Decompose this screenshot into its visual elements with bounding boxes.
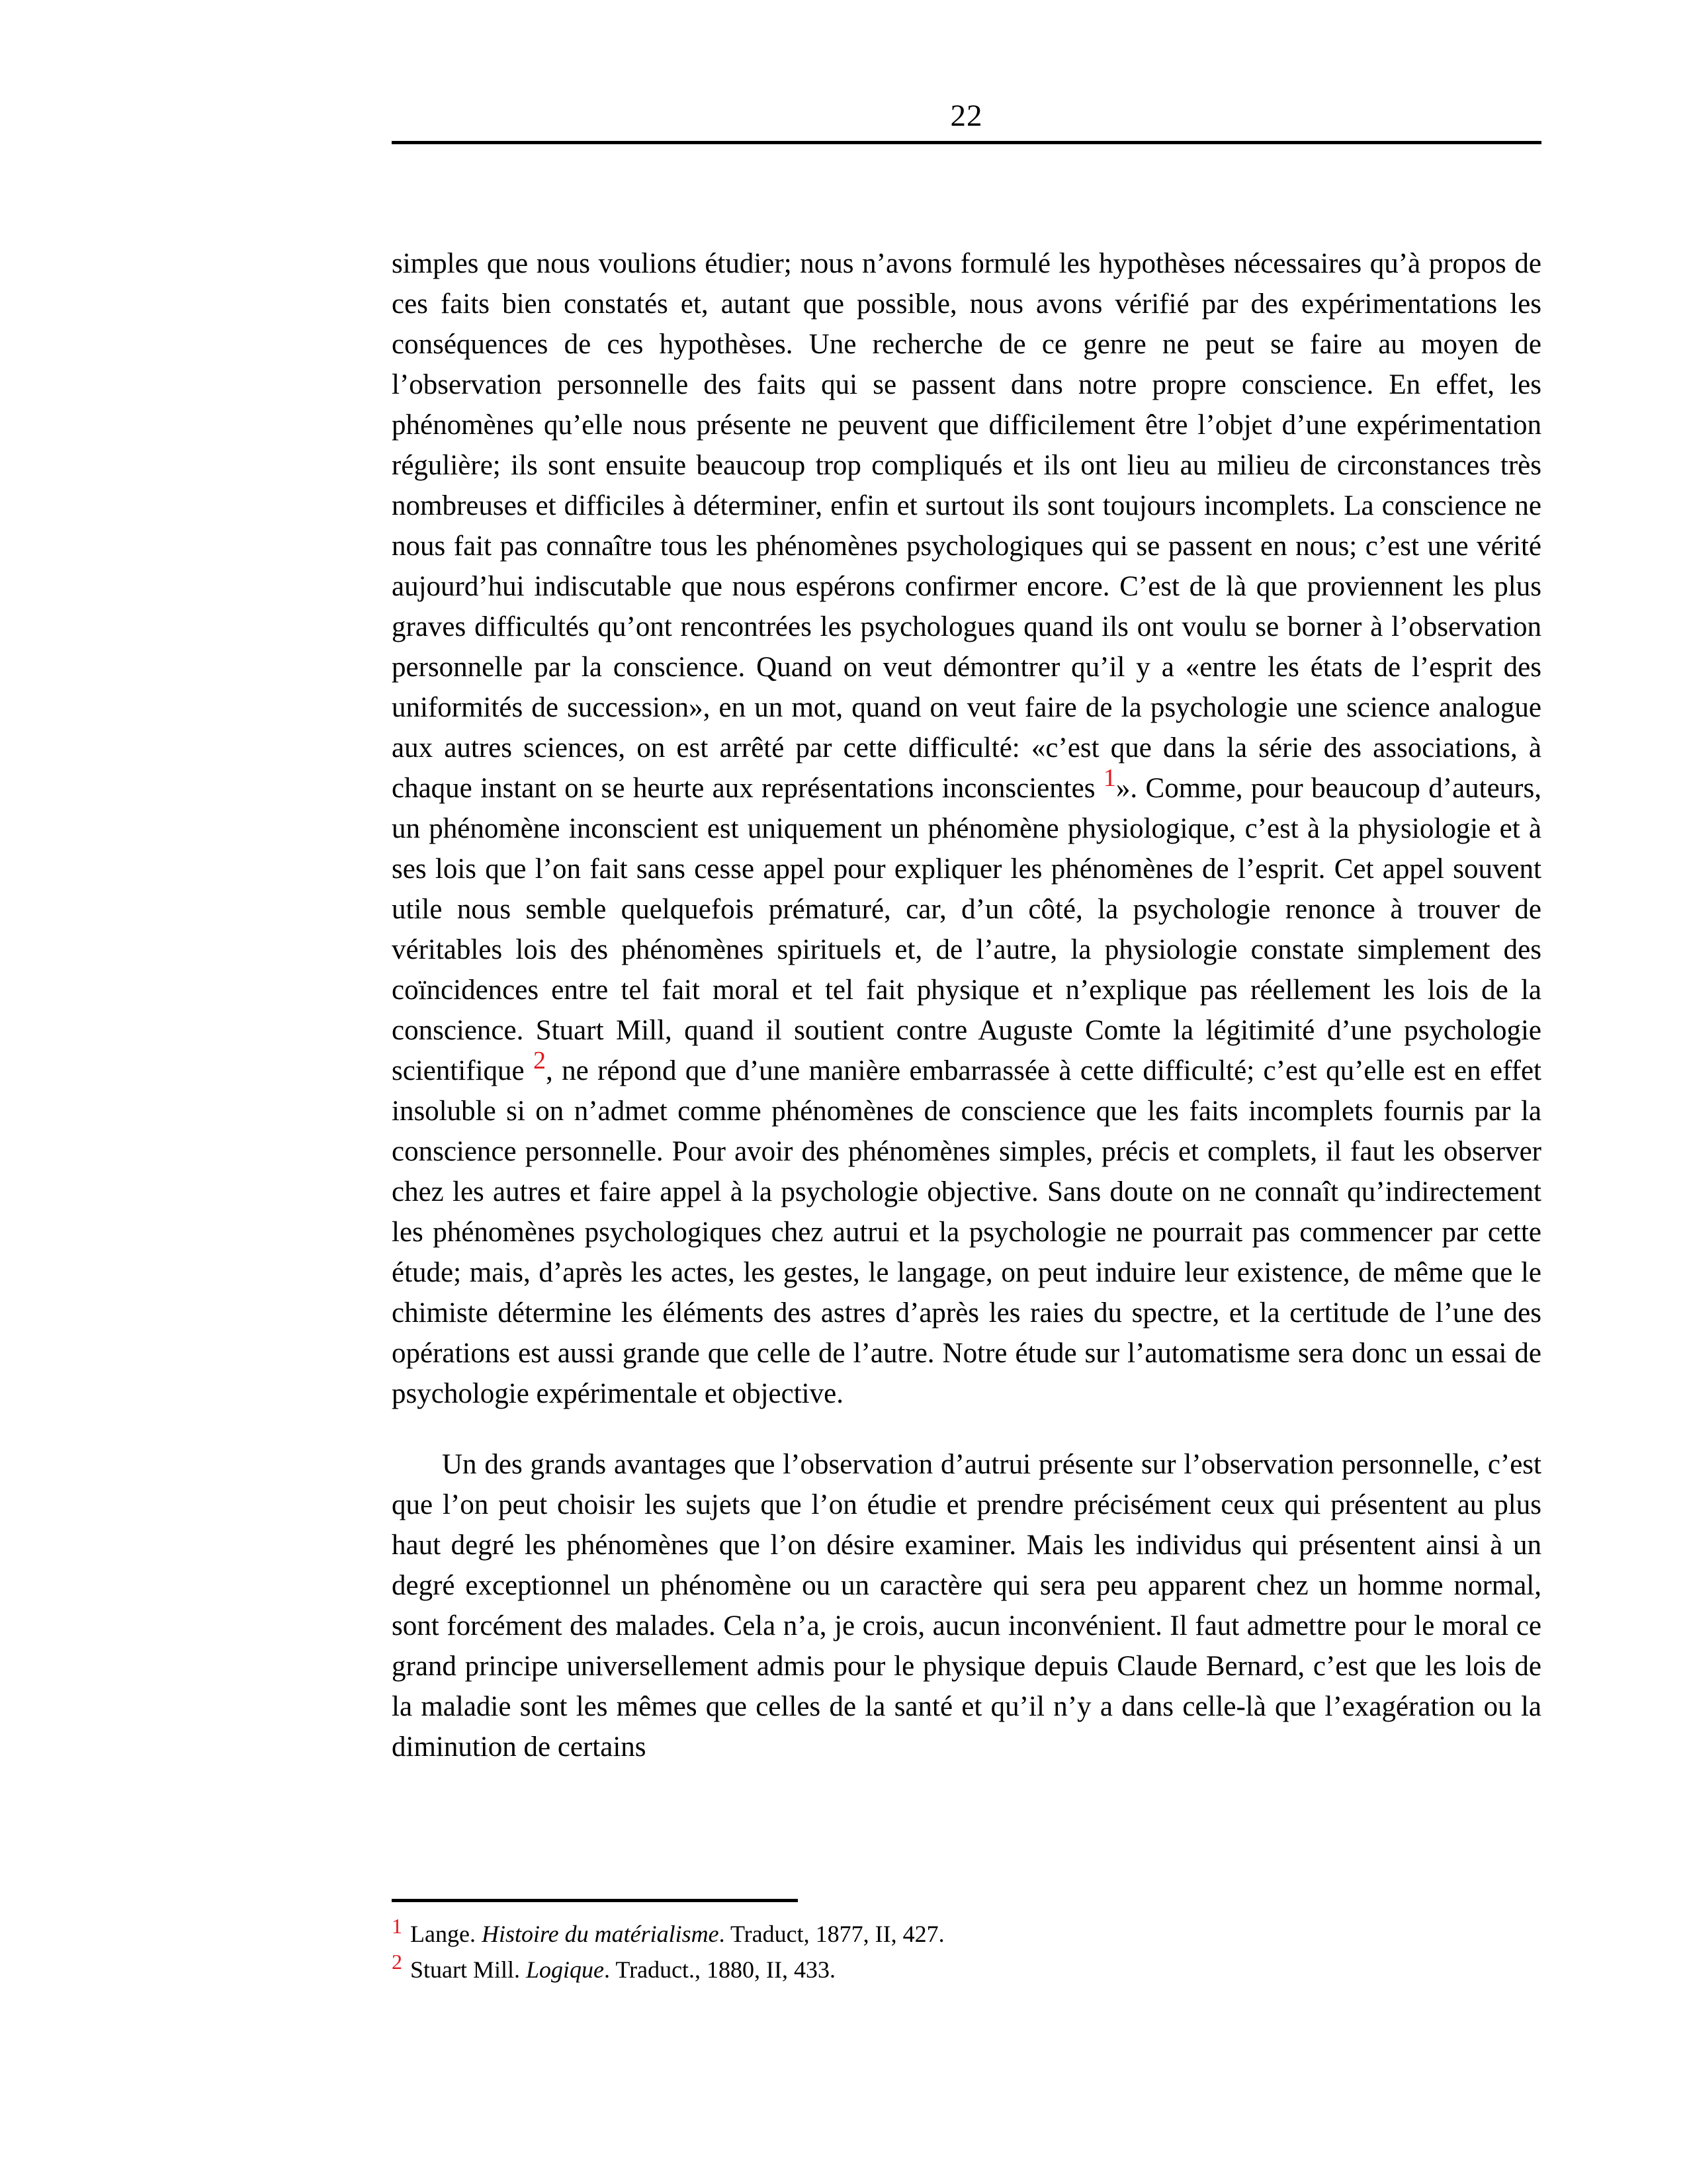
footnote-ref-2[interactable]: 2	[533, 1047, 546, 1074]
footnote-area	[392, 1916, 1541, 1987]
footnote-marker-2[interactable]: 2	[392, 1950, 402, 1974]
paragraph: Un des grands avantages que l’observation d’autrui présente sur l’observation personnelle, c’est que l’on peut choisir les sujets que l’on étudie et prendre précisément ceux qui présentent au plus haut degré les phénomènes que l’on désire examiner. Mais les individus qui présentent ainsi à un degré exceptionnel un phénomène ou un caractère qui sera peu apparent chez un homme normal, sont forcément des malades. Cela n’a, je crois, aucun inconvénient. Il faut admettre pour le moral ce grand principe universellement admis pour le physique depuis Claude Bernard, c’est que les lois de la maladie sont les mêmes que celles de la santé et qu’il n’y a dans celle-là que l’exagération ou la diminution de certains	[392, 1449, 1541, 1763]
footnote-marker-1[interactable]: 1	[392, 1914, 402, 1938]
header-rule	[392, 141, 1541, 144]
footnote-ref-1[interactable]: 1	[1103, 764, 1116, 792]
footnote-1: $^1$ Lange. Histoire du matérialisme. Traduct, 1877, II, 427.	[392, 1914, 945, 1947]
footnote-2: $^2$ Stuart Mill. Logique. Traduct., 1880, II, 433.	[392, 1950, 836, 1983]
page-number: 22	[950, 99, 983, 133]
footnote-separator-rule	[392, 1899, 798, 1902]
body-text	[392, 243, 1541, 1767]
italic-text: Logique	[526, 1956, 605, 1983]
paragraph: simples que nous voulions étudier; nous n’avons formulé les hypothèses nécessaires qu’à propos de ces faits bien constatés et, autant que possible, nous avons vérifié par des expérimentations les conséquences de ces hypothèses. Une recherche de ce genre ne peut se faire au moyen de l’observation personnelle des faits qui se passent dans notre propre conscience. En effet, les phénomènes qu’elle nous présente ne peuvent que difficilement être l’objet d’une expérimentation régulière; ils sont ensuite beaucoup trop compliqués et ils ont lieu au milieu de circonstances très nombreuses et difficiles à déterminer, enfin et surtout ils sont toujours incomplets. La conscience ne nous fait pas connaître tous les phénomènes psychologiques qui se passent en nous; c’est une vérité aujourd’hui indiscutable que nous espérons confirmer encore. C’est de là que proviennent les plus graves difficultés qu’ont rencontrées les psychologues quand ils ont voulu se borner à l’observation personnelle par la conscience. Quand on veut démontrer qu’il y a «entre les états de l’esprit des uniformités de succession», en un mot, quand on veut faire de la psychologie une science analogue aux autres sciences, on est arrêté par cette difficulté: «c’est que dans la série des associations, à chaque instant on se heurte aux représentations inconscientes $^1$». Comme, pour beaucoup d’auteurs, un phénomène inconscient est uniquement un phénomène physiologique, c’est à la physiologie et à ses lois que l’on fait sans cesse appel pour expliquer les phénomènes de l’esprit. Cet appel souvent utile nous semble quelquefois prématuré, car, d’un côté, la psychologie renonce à trouver de véritables lois des phénomènes spirituels et, de l’autre, la physiologie constate simplement des coïncidences entre tel fait moral et tel fait physique et n’explique pas réellement les lois de la conscience. Stuart Mill, quand il soutient contre Auguste Comte la légitimité d’une psychologie scientifique $^2$, ne répond que d’une manière embarrassée à cette difficulté; c’est qu’elle est en effet insoluble si on n’admet comme phénomènes de conscience que les faits incomplets fournis par la conscience personnelle. Pour avoir des phénomènes simples, précis et complets, il faut les observer chez les autres et faire appel à la psychologie objective. Sans doute on ne connaît qu’indirectement les phénomènes psychologiques chez autrui et la psychologie ne pourrait pas commencer par cette étude; mais, d’après les actes, les gestes, le langage, on peut induire leur existence, de même que le chimiste détermine les éléments des astres d’après les raies du spectre, et la certitude de l’une des opérations est aussi grande que celle de l’autre. Notre étude sur l’automatisme sera donc un essai de psychologie expérimentale et objective.	[392, 248, 1541, 1409]
italic-text: Histoire du matérialisme	[481, 1921, 719, 1947]
